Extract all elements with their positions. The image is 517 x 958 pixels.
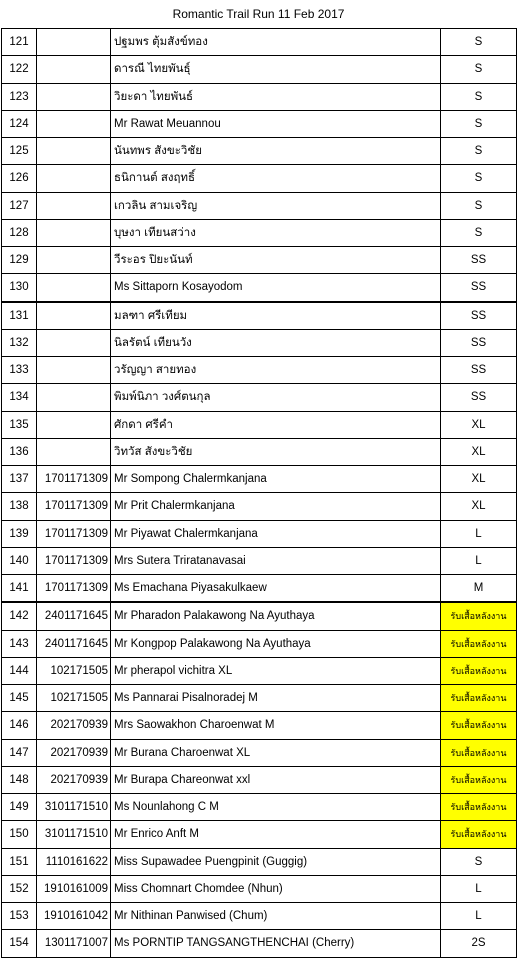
shirt-size-cell: 2S (441, 930, 517, 957)
runner-name-cell: Mr Sompong Chalermkanjana (111, 466, 441, 493)
shirt-size-cell: รับเสื้อหลังงาน (441, 739, 517, 766)
runner-name-cell: Mr Burana Charoenwat XL (111, 739, 441, 766)
runner-name-cell: Ms Sittaporn Kosayodom (111, 274, 441, 302)
row-number-cell: 122 (2, 56, 37, 83)
order-code-cell: 1301171007 (37, 930, 111, 957)
table-row (2, 29, 517, 56)
shirt-size-cell: SS (441, 274, 517, 302)
runner-name-cell: ดารณี ไทยพันธุ์ (111, 56, 441, 83)
row-number-cell: 133 (2, 357, 37, 384)
runner-name-cell: มลฑา ศรีเทียม (111, 302, 441, 330)
order-code-cell (37, 384, 111, 411)
table-row (2, 875, 517, 902)
row-number-cell: 147 (2, 739, 37, 766)
row-number-cell: 142 (2, 602, 37, 630)
shirt-size-cell: S (441, 192, 517, 219)
runner-name-cell: Mrs Saowakhon Charoenwat M (111, 712, 441, 739)
order-code-cell: 1701171309 (37, 493, 111, 520)
order-code-cell: 1910161042 (37, 903, 111, 930)
runner-name-cell: ปฐมพร ตุ้มสังข์ทอง (111, 29, 441, 56)
runner-name-cell: พิมพ์นิภา วงศ์ตนกุล (111, 384, 441, 411)
table-row (2, 56, 517, 83)
shirt-size-cell: XL (441, 411, 517, 438)
runner-name-cell: Mr Kongpop Palakawong Na Ayuthaya (111, 630, 441, 657)
table-row (2, 329, 517, 356)
row-number-cell: 154 (2, 930, 37, 957)
runner-name-cell: Mr Rawat Meuannou (111, 110, 441, 137)
table-row (2, 357, 517, 384)
table-row (2, 848, 517, 875)
runner-name-cell: เกวลิน สามเจริญ (111, 192, 441, 219)
runner-name-cell: Mr Burapa Chareonwat xxl (111, 766, 441, 793)
table-row (2, 657, 517, 684)
order-code-cell: 1701171309 (37, 520, 111, 547)
shirt-size-cell: S (441, 29, 517, 56)
order-code-cell (37, 274, 111, 302)
row-number-cell: 152 (2, 875, 37, 902)
order-code-cell (37, 357, 111, 384)
order-code-cell (37, 56, 111, 83)
row-number-cell: 126 (2, 165, 37, 192)
row-number-cell: 128 (2, 219, 37, 246)
shirt-size-cell: S (441, 848, 517, 875)
table-row (2, 630, 517, 657)
table-row (2, 766, 517, 793)
row-number-cell: 121 (2, 29, 37, 56)
shirt-size-cell: S (441, 83, 517, 110)
shirt-size-cell: SS (441, 247, 517, 274)
table-row (2, 138, 517, 165)
table-row (2, 247, 517, 274)
row-number-cell: 132 (2, 329, 37, 356)
runner-name-cell: วรัญญา สายทอง (111, 357, 441, 384)
order-code-cell (37, 302, 111, 330)
table-row (2, 739, 517, 766)
table-row (2, 165, 517, 192)
shirt-size-cell: S (441, 219, 517, 246)
table-row (2, 493, 517, 520)
row-number-cell: 141 (2, 575, 37, 603)
row-number-cell: 153 (2, 903, 37, 930)
order-code-cell: 2401171645 (37, 602, 111, 630)
table-row (2, 110, 517, 137)
order-code-cell (37, 219, 111, 246)
row-number-cell: 149 (2, 794, 37, 821)
table-row (2, 821, 517, 848)
runner-name-cell: Mr Nithinan Panwised (Chum) (111, 903, 441, 930)
order-code-cell (37, 138, 111, 165)
table-row (2, 274, 517, 302)
shirt-size-cell: รับเสื้อหลังงาน (441, 794, 517, 821)
table-row (2, 602, 517, 630)
row-number-cell: 145 (2, 685, 37, 712)
order-code-cell (37, 411, 111, 438)
runner-name-cell: Ms Emachana Piyasakulkaew (111, 575, 441, 603)
sheet-title: Romantic Trail Run 11 Feb 2017 (172, 7, 345, 21)
runner-name-cell: บุษงา เทียนสว่าง (111, 219, 441, 246)
row-number-cell: 150 (2, 821, 37, 848)
order-code-cell (37, 110, 111, 137)
order-code-cell (37, 329, 111, 356)
row-number-cell: 124 (2, 110, 37, 137)
row-number-cell: 134 (2, 384, 37, 411)
order-code-cell: 102171505 (37, 657, 111, 684)
shirt-size-cell: รับเสื้อหลังงาน (441, 685, 517, 712)
table-row (2, 903, 517, 930)
runner-name-cell: นันทพร สังขะวิชัย (111, 138, 441, 165)
row-number-cell: 151 (2, 848, 37, 875)
shirt-size-cell: รับเสื้อหลังงาน (441, 821, 517, 848)
row-number-cell: 144 (2, 657, 37, 684)
shirt-size-cell: XL (441, 466, 517, 493)
runner-name-cell: Mr pherapol vichitra XL (111, 657, 441, 684)
table-row (2, 219, 517, 246)
shirt-size-cell: รับเสื้อหลังงาน (441, 712, 517, 739)
order-code-cell: 1701171309 (37, 466, 111, 493)
shirt-size-cell: S (441, 165, 517, 192)
row-number-cell: 143 (2, 630, 37, 657)
row-number-cell: 129 (2, 247, 37, 274)
table-row (2, 794, 517, 821)
order-code-cell: 2401171645 (37, 630, 111, 657)
table-row (2, 685, 517, 712)
order-code-cell: 202170939 (37, 712, 111, 739)
runner-name-cell: Mr Enrico Anft M (111, 821, 441, 848)
shirt-size-cell: SS (441, 329, 517, 356)
shirt-size-cell: XL (441, 438, 517, 465)
shirt-size-cell: รับเสื้อหลังงาน (441, 766, 517, 793)
shirt-size-cell: L (441, 903, 517, 930)
shirt-size-cell: SS (441, 384, 517, 411)
row-number-cell: 127 (2, 192, 37, 219)
row-number-cell: 140 (2, 547, 37, 574)
row-number-cell: 136 (2, 438, 37, 465)
order-code-cell (37, 83, 111, 110)
table-row (2, 384, 517, 411)
runner-name-cell: Mr Prit Chalermkanjana (111, 493, 441, 520)
runner-name-cell: Ms Nounlahong C M (111, 794, 441, 821)
runner-name-cell: Mr Piyawat Chalermkanjana (111, 520, 441, 547)
row-number-cell: 131 (2, 302, 37, 330)
order-code-cell: 1701171309 (37, 547, 111, 574)
table-row (2, 712, 517, 739)
order-code-cell (37, 438, 111, 465)
order-code-cell (37, 165, 111, 192)
shirt-size-cell: S (441, 56, 517, 83)
table-row (2, 302, 517, 330)
order-code-cell: 1110161622 (37, 848, 111, 875)
table-row (2, 83, 517, 110)
runner-name-cell: Mr Pharadon Palakawong Na Ayuthaya (111, 602, 441, 630)
row-number-cell: 135 (2, 411, 37, 438)
order-code-cell: 3101171510 (37, 794, 111, 821)
shirt-size-cell: L (441, 875, 517, 902)
table-row (2, 930, 517, 957)
shirt-size-cell: รับเสื้อหลังงาน (441, 630, 517, 657)
shirt-size-cell: L (441, 547, 517, 574)
row-number-cell: 130 (2, 274, 37, 302)
order-code-cell: 102171505 (37, 685, 111, 712)
runner-name-cell: นิลรัตน์ เทียนวัง (111, 329, 441, 356)
shirt-size-cell: รับเสื้อหลังงาน (441, 602, 517, 630)
shirt-size-cell: L (441, 520, 517, 547)
shirt-size-cell: S (441, 138, 517, 165)
order-code-cell: 1701171309 (37, 575, 111, 603)
order-code-cell: 202170939 (37, 739, 111, 766)
runner-name-cell: Mrs Sutera Triratanavasai (111, 547, 441, 574)
runner-name-cell: Ms PORNTIP TANGSANGTHENCHAI (Cherry) (111, 930, 441, 957)
shirt-size-cell: XL (441, 493, 517, 520)
table-row (2, 466, 517, 493)
order-code-cell: 3101171510 (37, 821, 111, 848)
order-code-cell (37, 29, 111, 56)
shirt-size-cell: รับเสื้อหลังงาน (441, 657, 517, 684)
shirt-size-cell: M (441, 575, 517, 603)
row-number-cell: 148 (2, 766, 37, 793)
table-row (2, 520, 517, 547)
order-code-cell: 1910161009 (37, 875, 111, 902)
row-number-cell: 139 (2, 520, 37, 547)
runner-name-cell: ศักดา ศรีคำ (111, 411, 441, 438)
row-number-cell: 123 (2, 83, 37, 110)
table-row (2, 411, 517, 438)
order-code-cell (37, 192, 111, 219)
shirt-size-cell: SS (441, 302, 517, 330)
shirt-size-cell: SS (441, 357, 517, 384)
runner-name-cell: ธนิกานต์ สงฤทธิ์ (111, 165, 441, 192)
table-row (2, 547, 517, 574)
row-number-cell: 146 (2, 712, 37, 739)
runner-name-cell: Miss Supawadee Puengpinit (Guggig) (111, 848, 441, 875)
runner-name-cell: วิทวัส สังขะวิชัย (111, 438, 441, 465)
table-row (2, 192, 517, 219)
runner-name-cell: Ms Pannarai Pisalnoradej M (111, 685, 441, 712)
runner-name-cell: วิยะดา ไทยพันธ์ (111, 83, 441, 110)
row-number-cell: 125 (2, 138, 37, 165)
table-row (2, 575, 517, 603)
order-code-cell: 202170939 (37, 766, 111, 793)
shirt-size-cell: S (441, 110, 517, 137)
runner-name-cell: Miss Chomnart Chomdee (Nhun) (111, 875, 441, 902)
table-row (2, 438, 517, 465)
runner-table (1, 28, 517, 958)
row-number-cell: 138 (2, 493, 37, 520)
row-number-cell: 137 (2, 466, 37, 493)
order-code-cell (37, 247, 111, 274)
runner-name-cell: วีระอร ปิยะนันท์ (111, 247, 441, 274)
